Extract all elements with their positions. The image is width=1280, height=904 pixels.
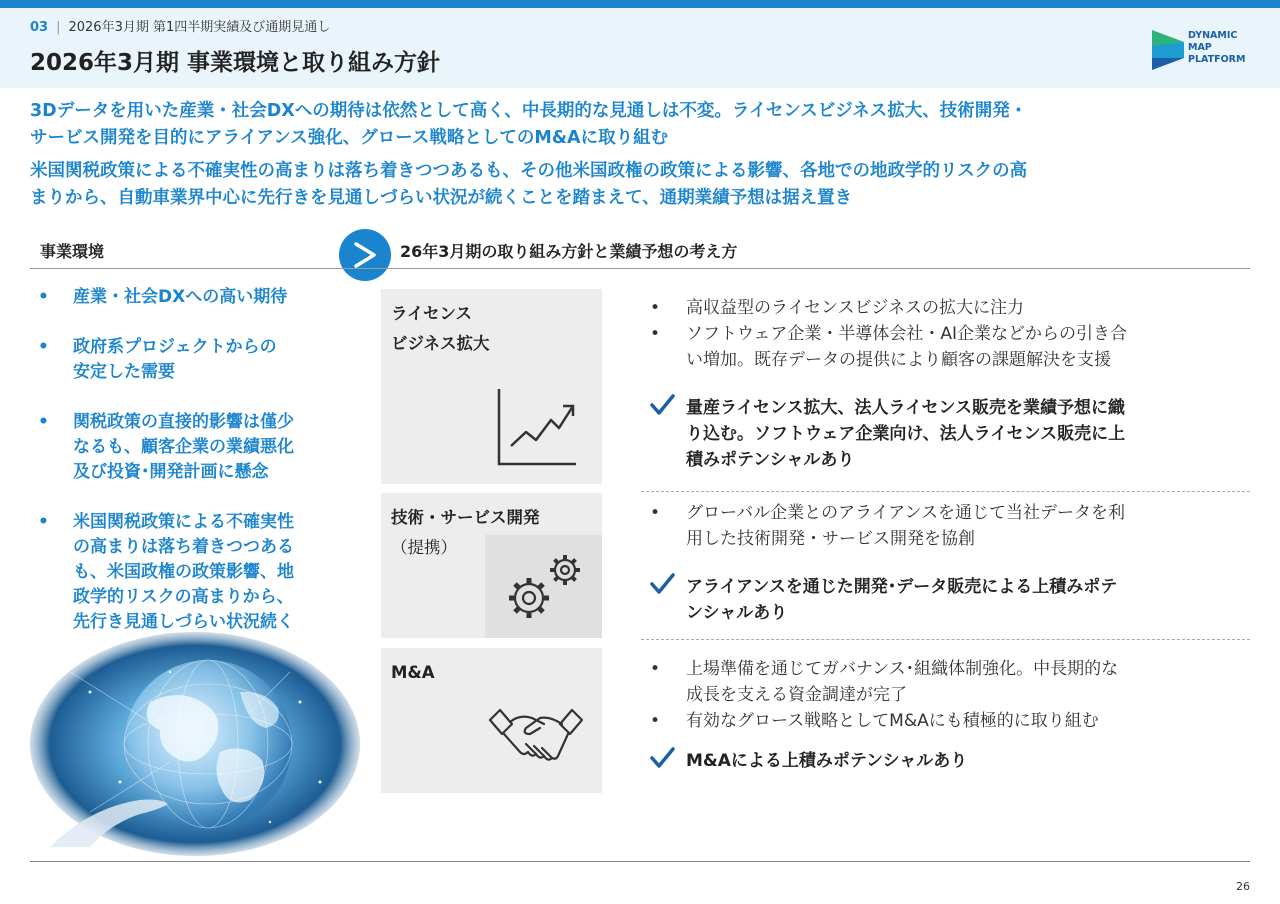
- list-item: • 高収益型のライセンスビジネスの拡大に注力: [648, 295, 1250, 321]
- lead-message-1: 3Dデータを用いた産業・社会DXへの期待は依然として高く、中長期的な見通しは不変。ライセンスビジネス拡大、技術開発・ サービス開発を目的にアライアンス強化、グロース戦略としてのM&Aに取り組む: [30, 101, 1028, 148]
- checkmark-icon: [648, 393, 676, 419]
- card-title: 技術・サービス開発 （提携）: [391, 508, 540, 557]
- page-title: 2026年3月期 事業環境と取り組み方針: [30, 50, 441, 76]
- list-item: • 産業・社会DXへの高い期待: [38, 285, 358, 310]
- column-heading-rule: [30, 268, 1250, 269]
- tech-policy-block: [648, 500, 1250, 626]
- list-item: • 有効なグロース戦略としてM&Aにも積極的に取り組む: [648, 708, 1250, 734]
- bullet: •: [38, 287, 49, 307]
- footer-rule: [30, 861, 1250, 862]
- checkmark-icon: [648, 746, 676, 772]
- ma-policy-block: [648, 656, 1250, 774]
- handshake-icon: [486, 698, 586, 778]
- environment-list: [38, 285, 358, 660]
- license-business-card: [381, 289, 602, 484]
- logo-wordmark: DYNAMIC MAP PLATFORM: [1188, 30, 1246, 65]
- section-number: 03: [30, 20, 49, 35]
- section-separator: |: [56, 20, 61, 35]
- bullet: •: [38, 412, 49, 432]
- gears-icon: [499, 548, 589, 628]
- bullet: •: [38, 512, 49, 532]
- list-item: • 関税政策の直接的影響は僅少 なるも、顧客企業の業績悪化 及び投資･開発計画に懸念: [38, 412, 294, 482]
- page-number: 26: [1236, 880, 1250, 893]
- chevron-right-icon: [339, 229, 391, 281]
- top-accent-bar: [0, 0, 1280, 8]
- ma-card: [381, 648, 602, 793]
- list-item: • 政府系プロジェクトからの 安定した需要: [38, 337, 277, 382]
- bullet: •: [650, 659, 661, 679]
- bullet: •: [38, 337, 49, 357]
- list-item: • 上場準備を通じてガバナンス･組織体制強化。中長期的な 成長を支える資金調達が完了: [648, 656, 1250, 708]
- logo-mark-icon: [1150, 28, 1186, 72]
- bullet: •: [650, 711, 661, 731]
- check-item: アライアンスを通じた開発･データ販売による上積みポテ ンシャルあり: [648, 574, 1250, 626]
- list-item: • ソフトウェア企業・半導体会社・AI企業などからの引き合 い増加。既存データの提供により顧客の課題解決を支援: [648, 321, 1250, 373]
- digital-globe-image: [30, 632, 360, 857]
- card-title: ライセンス ビジネス拡大: [391, 304, 490, 353]
- bullet: •: [650, 503, 661, 523]
- dashed-divider: [641, 639, 1250, 640]
- bullet: •: [650, 298, 661, 318]
- check-item: M&Aによる上積みポテンシャルあり: [648, 748, 1250, 774]
- dashed-divider: [641, 491, 1250, 492]
- company-logo: [1150, 28, 1260, 74]
- checkmark-icon: [648, 572, 676, 598]
- policy-heading: 26年3月期の取り組み方針と業績予想の考え方: [400, 242, 738, 261]
- list-item: • 米国関税政策による不確実性 の高まりは落ち着きつつある も、米国政権の政策影響、地 政学的リスクの高まりから、 先行き見通しづらい状況続く: [38, 512, 294, 632]
- card-title: M&A: [391, 663, 435, 682]
- list-item: • グローバル企業とのアライアンスを通じて当社データを利 用した技術開発・サービス開発を協創: [648, 500, 1250, 552]
- license-policy-block: [648, 295, 1250, 473]
- section-title: 2026年3月期 第1四半期実績及び通期見通し: [68, 20, 331, 35]
- lead-message-2: 米国関税政策による不確実性の高まりは落ち着きつつあるも、その他米国政権の政策による影響、各地での地政学的リスクの高 まりから、自動車業界中心に先行きを見通しづらい状況が続くことを踏まえて、通期業績予想は据え置き: [30, 161, 1028, 208]
- growth-chart-icon: [491, 384, 581, 469]
- business-environment-heading: 事業環境: [40, 242, 105, 261]
- tech-service-development-card: [381, 493, 602, 638]
- check-item: 量産ライセンス拡大、法人ライセンス販売を業績予想に織 り込む。ソフトウェア企業向け、法人ライセンス販売に上 積みポテンシャルあり: [648, 395, 1250, 473]
- section-breadcrumb: [30, 16, 330, 35]
- bullet: •: [650, 324, 661, 344]
